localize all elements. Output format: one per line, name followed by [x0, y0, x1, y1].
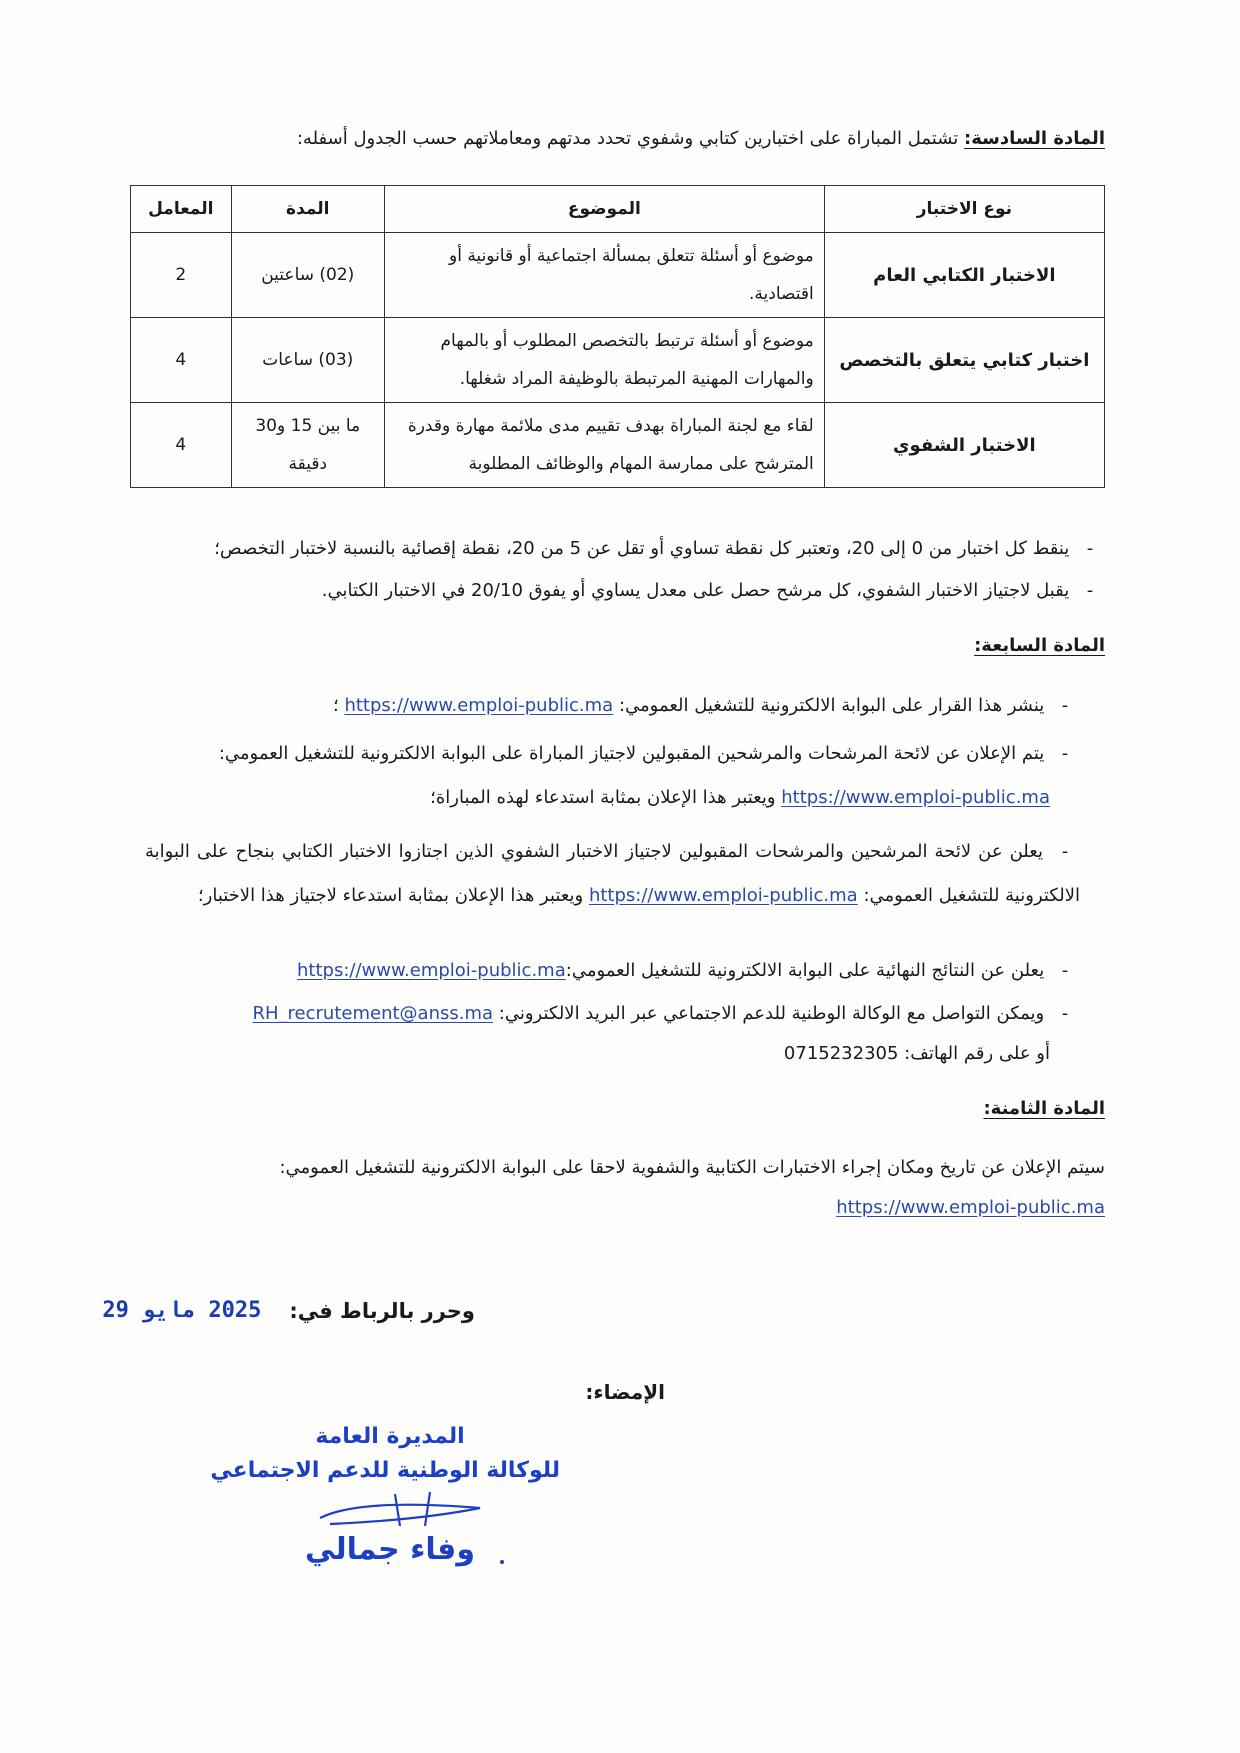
article6-text: تشتمل المباراة على اختبارين كتابي وشفوي تحدد مدتهم ومعاملاتهم حسب الجدول أسفله: [296, 128, 959, 149]
article8-text: سيتم الإعلان عن تاريخ ومكان إجراء الاختبارات الكتابية والشفوية لاحقا على البوابة الالكترونية للتشغيل العمومي: [279, 1157, 1105, 1178]
item-text: يعلن عن لائحة المرشحين والمرشحات المقبولين لاجتياز الاختبار الشفوي الذين اجتازوا الاختبار الكتابي بنجاح على البوابة الالكترونية للتشغيل العمومي: [145, 841, 1080, 906]
article7-item [253, 1003, 1081, 1024]
emploi-public-link[interactable]: https://www.emploi-public.ma [781, 787, 1050, 808]
dash-bullet-icon: - [1061, 841, 1069, 862]
cell-coefficient: 2 [131, 233, 232, 318]
article7-item-continuation [430, 787, 1050, 808]
handwritten-signature-icon [300, 1490, 500, 1530]
header-test-type: نوع الاختبار [824, 186, 1104, 233]
dash-bullet-icon: - [1086, 538, 1094, 559]
note-text: ينقط كل اختبار من 0 إلى 20، وتعتبر كل نقطة تساوي أو تقل عن 5 من 20، نقطة إقصائية بالنسبة لاختبار التخصص؛ [214, 538, 1070, 559]
tests-table [130, 185, 1105, 488]
cell-subject: موضوع أو أسئلة تتعلق بمسألة اجتماعية أو قانونية أو اقتصادية. [384, 233, 824, 318]
article7-item [219, 743, 1080, 764]
item-suffix: ويعتبر هذا الإعلان بمثابة استدعاء لاجتياز هذا الاختبار؛ [197, 885, 584, 906]
item-text: يتم الإعلان عن لائحة المرشحات والمرشحين المقبولين لاجتياز المباراة على البوابة الالكترونية للتشغيل العمومي: [218, 743, 1045, 764]
signature-label: الإمضاء: [585, 1380, 665, 1404]
cell-coefficient: 4 [131, 318, 232, 403]
article6-paragraph [297, 128, 1105, 149]
dash-bullet-icon: - [1061, 743, 1069, 764]
table-row [131, 233, 1105, 318]
item-suffix: ؛ [332, 695, 339, 716]
phone-line: أو على رقم الهاتف: 0715232305 [783, 1043, 1050, 1064]
signatory-name: وفاء جمالي [305, 1532, 475, 1567]
dash-bullet-icon: - [1061, 960, 1069, 981]
table-row [131, 318, 1105, 403]
item-text: ينشر هذا القرار على البوابة الالكترونية للتشغيل العمومي: [618, 695, 1045, 716]
item-suffix: ويعتبر هذا الإعلان بمثابة استدعاء لهذه المباراة؛ [430, 787, 776, 808]
signatory-title-2: للوكالة الوطنية للدعم الاجتماعي [210, 1458, 560, 1483]
closing-place-date [102, 1298, 475, 1323]
cell-coefficient: 4 [131, 403, 232, 488]
header-duration: المدة [231, 186, 384, 233]
note-item [322, 580, 1105, 601]
cell-subject: موضوع أو أسئلة ترتبط بالتخصص المطلوب أو بالمهام والمهارات المهنية المرتبطة بالوظيفة المراد شغلها. [384, 318, 824, 403]
note-item [214, 538, 1105, 559]
header-subject: الموضوع [384, 186, 824, 233]
emploi-public-link[interactable]: https://www.emploi-public.ma [588, 885, 858, 906]
emploi-public-link[interactable]: https://www.emploi-public.ma [297, 960, 566, 981]
table-row [131, 403, 1105, 488]
header-coefficient: المعامل [131, 186, 232, 233]
signature-dot [500, 1560, 504, 1564]
cell-test-type: اختبار كتابي يتعلق بالتخصص [824, 318, 1104, 403]
article8-heading: المادة الثامنة: [983, 1098, 1105, 1119]
emploi-public-link[interactable]: https://www.emploi-public.ma [344, 695, 614, 716]
article7-item [333, 695, 1080, 716]
place-label: وحرر بالرباط في: [289, 1298, 475, 1323]
item-text: يعلن عن النتائج النهائية على البوابة الالكترونية للتشغيل العمومي: [565, 960, 1045, 981]
article8-link-line [836, 1197, 1105, 1218]
email-link[interactable]: RH_recrutement@anss.ma [252, 1003, 494, 1024]
signatory-title-1: المديرة العامة [315, 1424, 465, 1449]
cell-duration: ما بين 15 و30 دقيقة [231, 403, 384, 488]
cell-test-type: الاختبار الشفوي [824, 403, 1104, 488]
emploi-public-link[interactable]: https://www.emploi-public.ma [836, 1197, 1105, 1218]
dash-bullet-icon: - [1086, 580, 1094, 601]
date-stamp: 2025 مايو 29 [102, 1298, 262, 1323]
article7-item [297, 960, 1080, 981]
item-text: ويمكن التواصل مع الوكالة الوطنية للدعم الاجتماعي عبر البريد الالكتروني: [498, 1003, 1045, 1024]
dash-bullet-icon: - [1061, 1003, 1069, 1024]
article6-heading: المادة السادسة: [964, 128, 1105, 149]
cell-subject: لقاء مع لجنة المباراة بهدف تقييم مدى ملائمة مهارة وقدرة المترشح على ممارسة المهام والوظائف المطلوبة [384, 403, 824, 488]
dash-bullet-icon: - [1061, 695, 1069, 716]
article7-item [145, 830, 1080, 918]
cell-duration: (03) ساعات [231, 318, 384, 403]
note-text: يقبل لاجتياز الاختبار الشفوي، كل مرشح حصل على معدل يساوي أو يفوق 20/10 في الاختبار الكتابي. [321, 580, 1070, 601]
cell-test-type: الاختبار الكتابي العام [824, 233, 1104, 318]
cell-duration: (02) ساعتين [231, 233, 384, 318]
table-header-row [131, 186, 1105, 233]
article7-heading: المادة السابعة: [974, 635, 1105, 656]
